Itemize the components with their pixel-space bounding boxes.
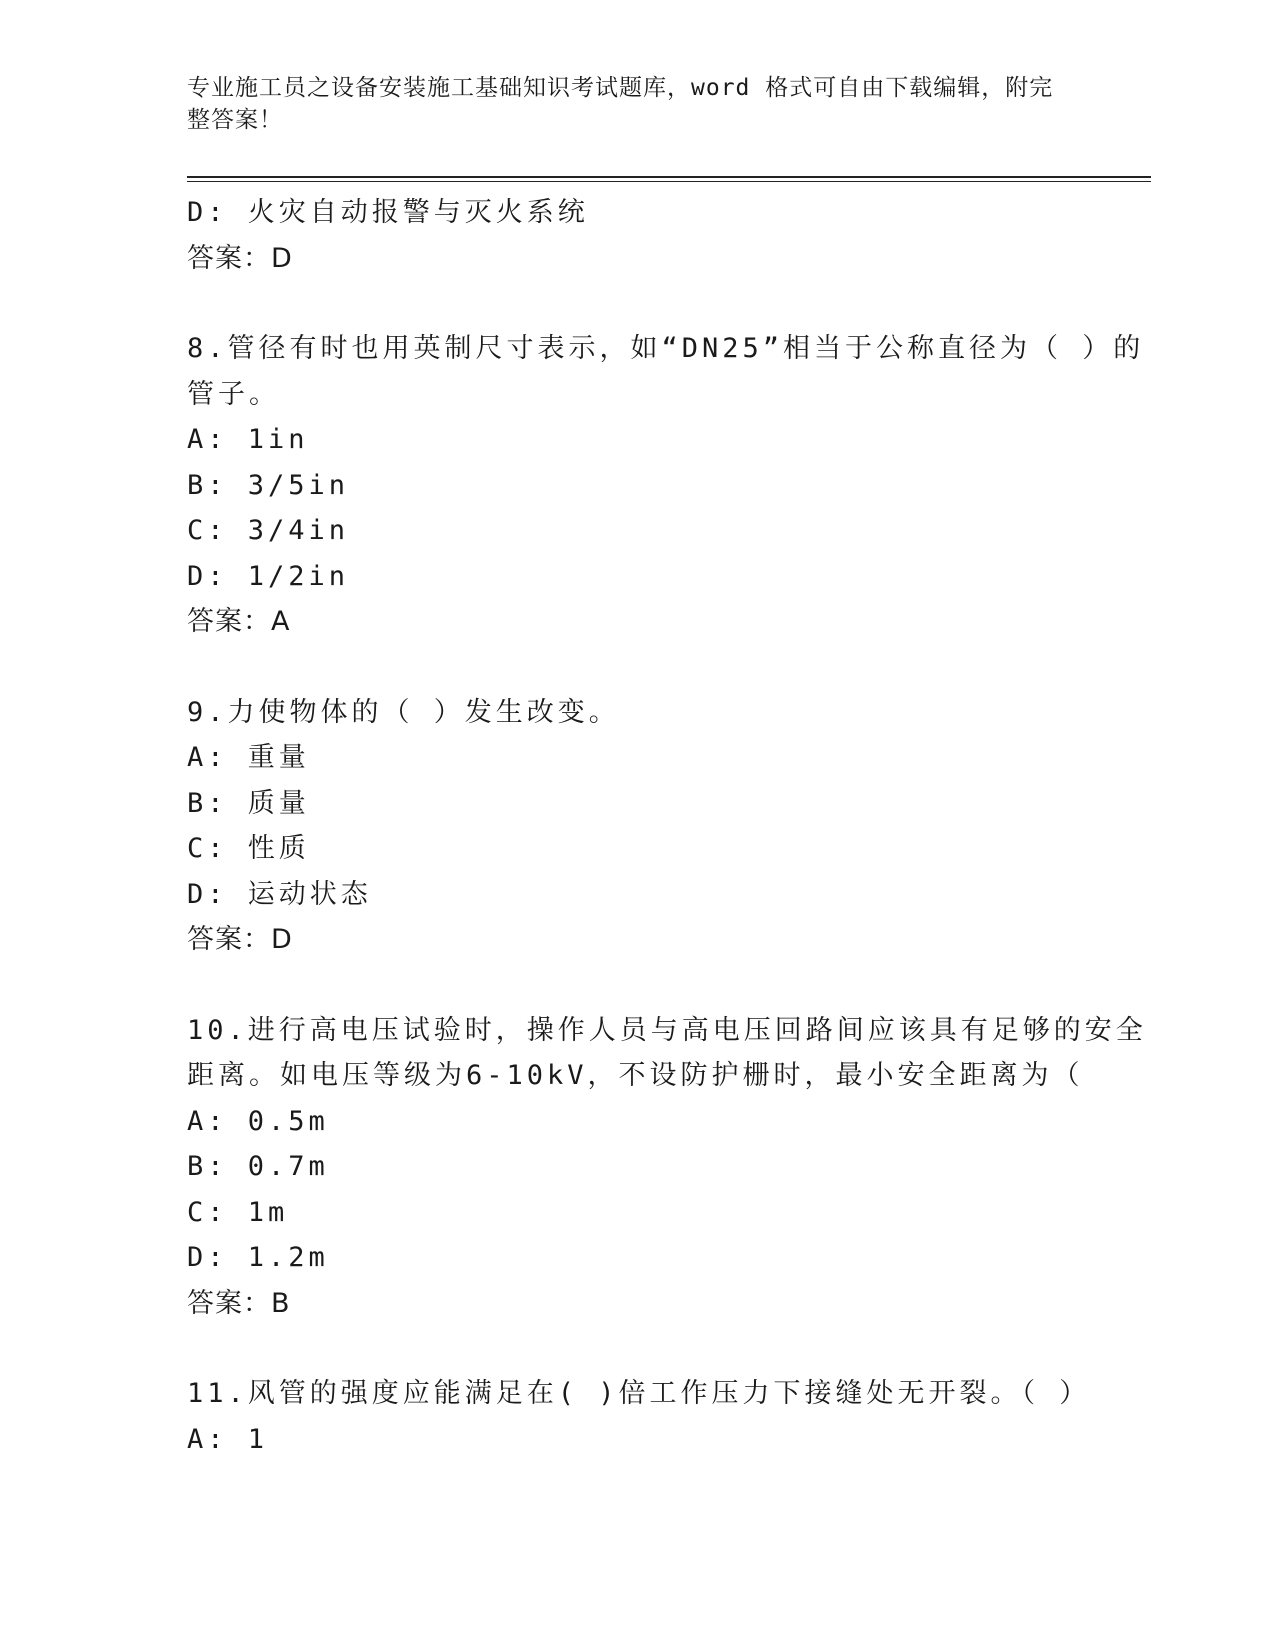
question-block-8 bbox=[187, 326, 1145, 645]
question-text-continued: 管子。 bbox=[187, 378, 280, 410]
spacer bbox=[187, 1326, 1087, 1371]
option-d: D: 运动状态 bbox=[187, 878, 372, 910]
answer-line: 答案：A bbox=[187, 606, 291, 637]
option-a: A: 1in bbox=[187, 424, 309, 455]
spacer bbox=[187, 963, 1087, 1008]
option-c: C: 性质 bbox=[187, 833, 310, 864]
spacer bbox=[187, 645, 1087, 690]
option-b: B: 3/5in bbox=[187, 469, 350, 501]
question-text: 9.力使物体的（ ）发生改变。 bbox=[187, 696, 620, 728]
spacer bbox=[187, 281, 1087, 326]
option-c: C: 3/4in bbox=[187, 515, 350, 546]
option-d: D: 火灾自动报警与灭火系统 bbox=[187, 197, 589, 228]
option-a: A: 0.5m bbox=[187, 1105, 329, 1137]
question-block-9 bbox=[187, 690, 1087, 963]
answer-line: 答案：B bbox=[187, 1287, 291, 1319]
question-block-10 bbox=[187, 1008, 1147, 1327]
header-line-1: 专业施工员之设备安装施工基础知识考试题库，word 格式可自由下载编辑，附完 bbox=[187, 75, 1054, 101]
header-divider-thick bbox=[187, 176, 1151, 178]
document-header bbox=[187, 72, 1067, 136]
option-d: D: 1/2in bbox=[187, 560, 350, 592]
option-c: C: 1m bbox=[187, 1196, 289, 1228]
option-b: B: 0.7m bbox=[187, 1151, 329, 1182]
option-a: A: 重量 bbox=[187, 742, 310, 773]
header-divider-thin bbox=[187, 181, 1151, 182]
option-a: A: 1 bbox=[187, 1423, 269, 1455]
header-line-2: 整答案！ bbox=[187, 107, 283, 133]
question-text: 8.管径有时也用英制尺寸表示，如“DN25”相当于公称直径为（ ）的 bbox=[187, 333, 1145, 364]
answer-line: 答案：D bbox=[187, 924, 293, 955]
question-block-11 bbox=[187, 1371, 1091, 1462]
question-list bbox=[187, 190, 1147, 1462]
question-text-continued: 距离。如电压等级为6-10kV，不设防护栅时，最小安全距离为（ bbox=[187, 1060, 1084, 1091]
question-text: 11.风管的强度应能满足在( )倍工作压力下接缝处无开裂。（ ） bbox=[187, 1378, 1091, 1409]
question-text: 10.进行高电压试验时，操作人员与高电压回路间应该具有足够的安全 bbox=[187, 1014, 1147, 1046]
option-d: D: 1.2m bbox=[187, 1242, 329, 1273]
answer-line: 答案：D bbox=[187, 242, 293, 274]
question-block-7 bbox=[187, 190, 1087, 281]
option-b: B: 质量 bbox=[187, 787, 310, 819]
